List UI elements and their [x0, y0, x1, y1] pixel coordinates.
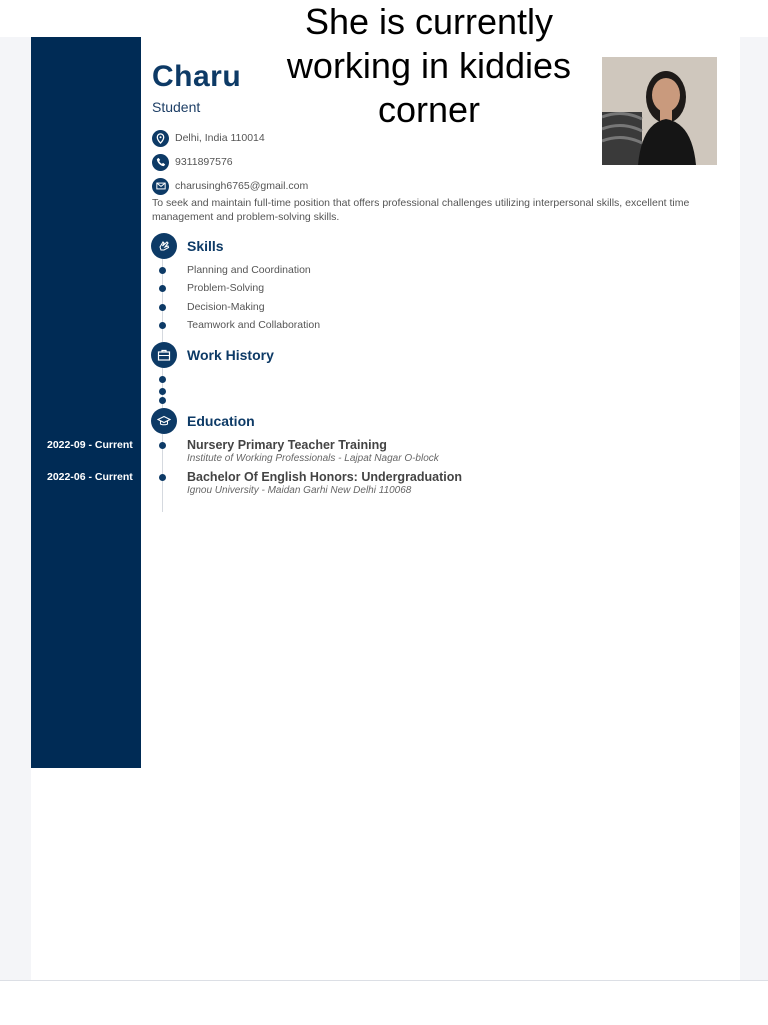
contact-location [152, 129, 265, 147]
viewer-footer-bar [0, 980, 768, 1025]
education-title: Education [187, 413, 255, 429]
education-heading [151, 408, 255, 434]
skill-item: Decision-Making [187, 301, 265, 313]
education-title-item: Nursery Primary Teacher Training [187, 438, 387, 452]
skill-item: Problem-Solving [187, 282, 265, 294]
education-bullet [159, 442, 166, 449]
location-text: Delhi, India 110014 [175, 132, 265, 144]
overlay-caption: She is currently working in kiddies corner [286, 1, 572, 130]
phone-text: 9311897576 [175, 156, 233, 168]
skill-bullet [159, 285, 166, 292]
education-date: 2022-06 - Current [47, 471, 133, 483]
education-date: 2022-09 - Current [47, 439, 133, 451]
education-institution: Institute of Working Professionals - Lajpat Nagar O-block [187, 453, 439, 464]
contact-email [152, 177, 308, 195]
email-text[interactable]: charusingh6765@gmail.com [175, 180, 309, 192]
skill-bullet [159, 322, 166, 329]
profile-photo [602, 57, 717, 165]
work-bullet [159, 376, 166, 383]
skills-heading [151, 233, 224, 259]
work-history-title: Work History [187, 347, 274, 363]
candidate-role: Student [152, 99, 201, 115]
work-bullet [159, 388, 166, 395]
education-title-item: Bachelor Of English Honors: Undergraduation [187, 470, 463, 484]
education-bullet [159, 474, 166, 481]
contact-phone [152, 153, 233, 171]
skill-bullet [159, 304, 166, 311]
graduation-cap-icon [151, 408, 177, 434]
briefcase-icon [151, 342, 177, 368]
career-summary: To seek and maintain full-time position that offers professional challenges utilizing interpersonal skills, excellent time management and problem-solving skills. [152, 197, 690, 223]
work-history-heading [151, 342, 274, 368]
skills-title: Skills [187, 238, 224, 254]
skill-item: Planning and Coordination [187, 264, 311, 276]
resume-sidebar [31, 37, 141, 768]
email-icon [152, 178, 169, 195]
skill-bullet [159, 267, 166, 274]
hand-icon [151, 233, 177, 259]
skill-item: Teamwork and Collaboration [187, 319, 321, 331]
phone-icon [152, 154, 169, 171]
candidate-name: Charu [152, 60, 242, 93]
education-institution: Ignou University - Maidan Garhi New Delhi 110068 [187, 485, 412, 496]
location-pin-icon [152, 130, 169, 147]
work-bullet [159, 397, 166, 404]
